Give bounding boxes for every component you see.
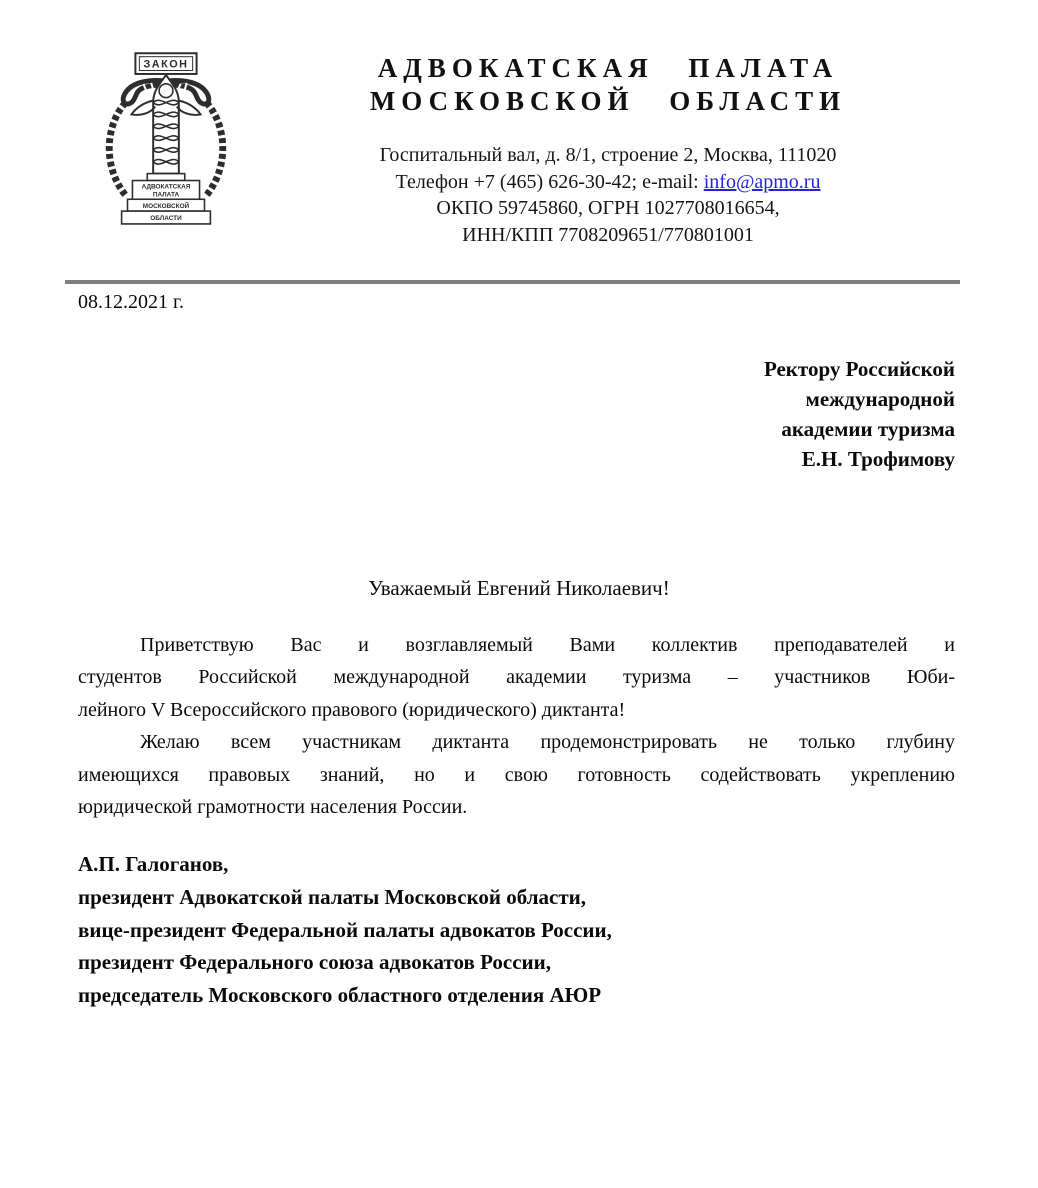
signature-name: А.П. Галоганов, bbox=[78, 852, 229, 877]
signature-title: президент Адвокатской палаты Московской области, bbox=[78, 885, 587, 910]
body-paragraph2-line: имеющихся правовых знаний, но и свою готовность содействовать укреплению bbox=[78, 763, 955, 786]
pedestal bbox=[122, 174, 211, 224]
email-link[interactable]: info@apmo.ru bbox=[703, 170, 821, 193]
recipient-block bbox=[0, 354, 955, 474]
banner-zakon bbox=[135, 53, 196, 74]
registration-line2: ИНН/КПП 7708209651/770801001 bbox=[462, 223, 754, 246]
org-name-line1: АДВОКАТСКАЯ ПАЛАТА bbox=[377, 53, 839, 83]
letterhead bbox=[0, 0, 1038, 267]
law-column-wreath-emblem bbox=[92, 50, 240, 240]
header-divider bbox=[65, 280, 960, 284]
signature-block bbox=[78, 848, 955, 1011]
signature-title: президент Федерального союза адвокатов России, bbox=[78, 950, 552, 975]
recipient-line: Ректору Российской bbox=[763, 357, 955, 381]
signature-title: председатель Московского областного отделения АЮР bbox=[78, 982, 602, 1007]
recipient-line: академии туризма bbox=[781, 417, 955, 441]
contact-block bbox=[252, 142, 964, 248]
salutation: Уважаемый Евгений Николаевич! bbox=[368, 576, 670, 600]
phone-text: Телефон +7 (465) 626-30-42; e-mail: bbox=[395, 170, 704, 193]
recipient-line: Е.Н. Трофимову bbox=[801, 447, 955, 471]
pedestal-text-2: ПАЛАТА bbox=[152, 191, 180, 199]
address-line: Госпитальный вал, д. 8/1, строение 2, Москва, 111020 bbox=[379, 144, 837, 166]
body-paragraph1-line: лейного V Всероссийского правового (юридического) диктанта! bbox=[78, 698, 626, 721]
body-paragraph1-line: студентов Российской международной академии туризма – участников Юби- bbox=[78, 666, 955, 689]
pedestal-text-1: АДВОКАТСКАЯ bbox=[141, 183, 191, 191]
signature-title: вице-президент Федеральной палаты адвокатов России, bbox=[78, 917, 612, 942]
letter-date: 08.12.2021 г. bbox=[78, 291, 184, 313]
org-name-line2: МОСКОВСКОЙ ОБЛАСТИ bbox=[369, 86, 847, 116]
pedestal-text-3: МОСКОВСКОЙ bbox=[142, 203, 190, 211]
banner-text: ЗАКОН bbox=[143, 58, 189, 71]
recipient-line: международной bbox=[805, 387, 955, 411]
pedestal-text-4: ОБЛАСТИ bbox=[150, 214, 182, 222]
org-name bbox=[252, 52, 964, 118]
letter-body bbox=[78, 629, 955, 823]
column bbox=[153, 75, 179, 174]
body-paragraph2-line: юридической грамотности населения России. bbox=[78, 796, 468, 819]
body-paragraph2-line: Желаю всем участникам диктанта продемонстрировать не только глубину bbox=[140, 731, 955, 754]
phone-line bbox=[252, 169, 964, 196]
letterhead-text bbox=[252, 52, 964, 248]
body-paragraph1-line: Приветствую Вас и возглавляемый Вами коллектив преподавателей и bbox=[140, 634, 955, 656]
registration-line1: ОКПО 59745860, ОГРН 1027708016654, bbox=[436, 197, 780, 219]
